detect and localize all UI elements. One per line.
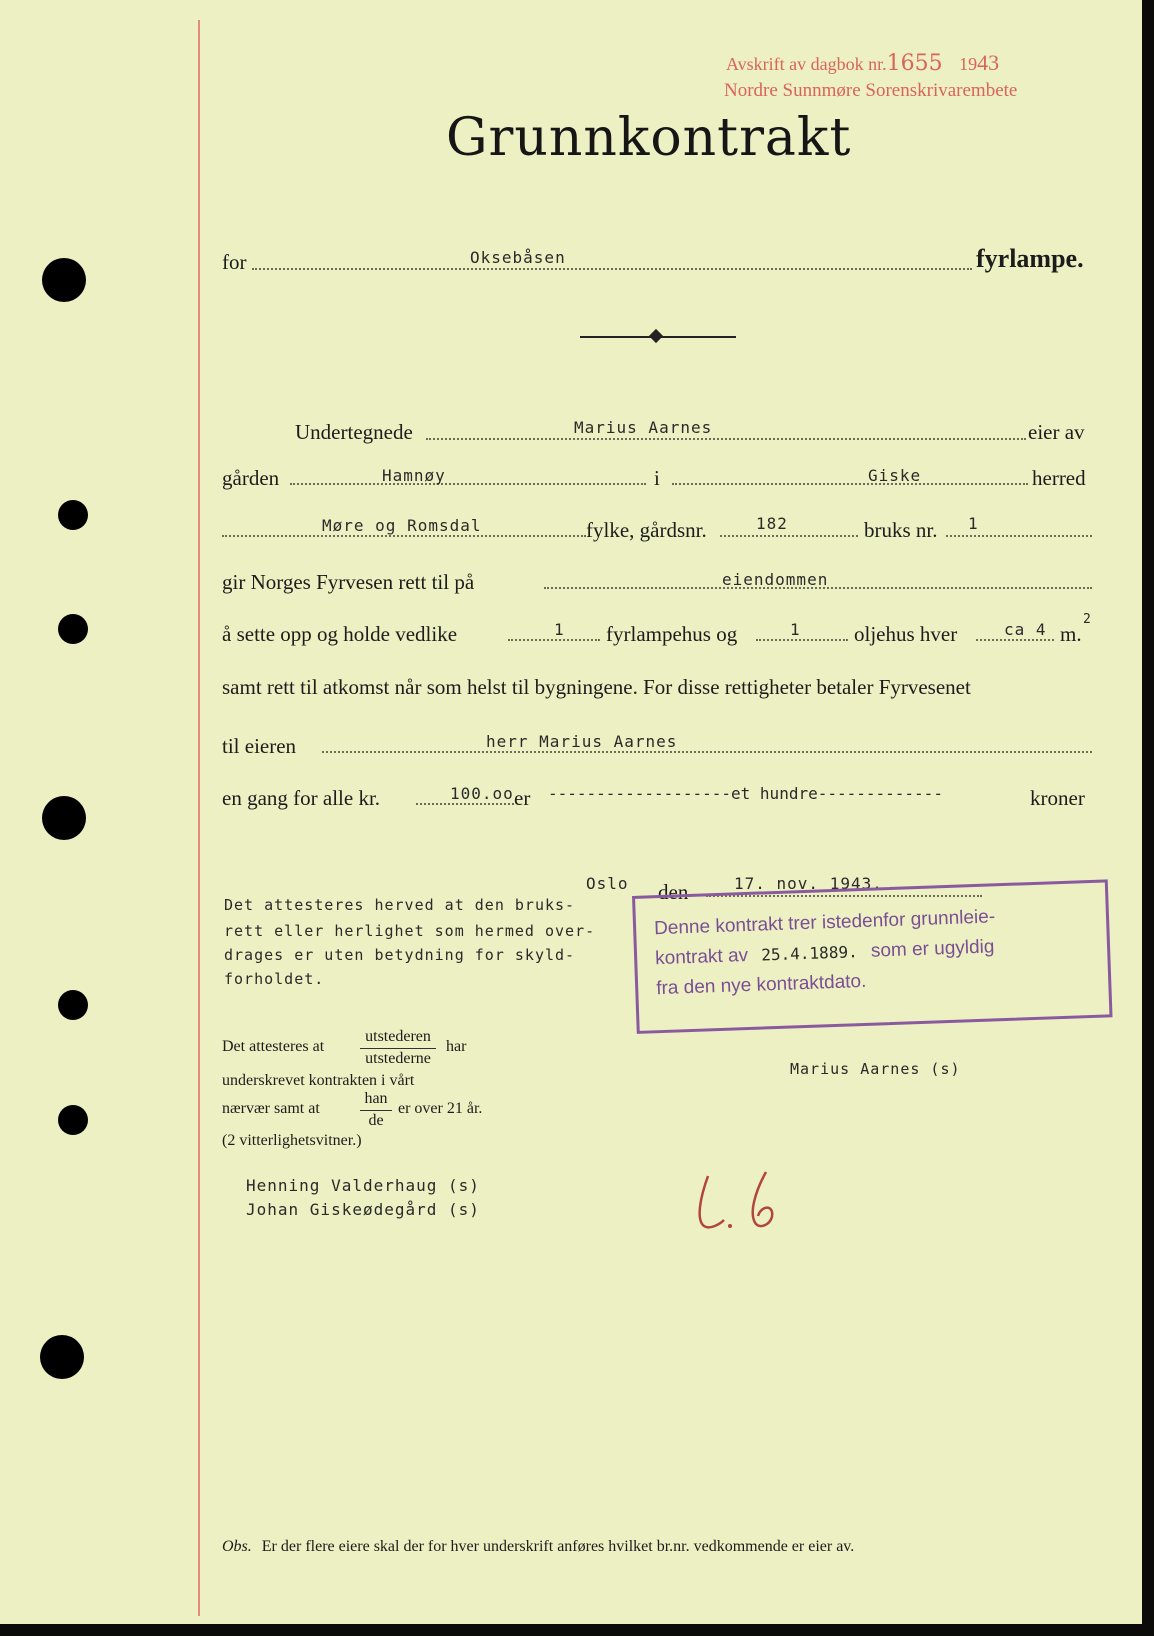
amount-suffix: er (514, 786, 531, 810)
property-value: eiendommen (722, 570, 829, 589)
dotted-line (976, 639, 1054, 641)
fraction-top: utstederen (365, 1028, 431, 1045)
location-value: Oksebåsen (470, 248, 566, 267)
municipality-name: Giske (868, 466, 922, 485)
amount-label: en gang for alle kr. (222, 786, 381, 810)
witness-name: Johan Giskeødegård (s) (246, 1200, 480, 1219)
transcript-prefix: Avskrift av dagbok nr. (726, 54, 887, 74)
owner-name: Marius Aarnes (574, 418, 713, 437)
for-label: for (222, 250, 247, 274)
replacement-stamp (632, 879, 1113, 1034)
amount-value: 100.oo (450, 784, 514, 803)
herred-label: herred (1032, 466, 1086, 490)
fraction-bar (360, 1048, 436, 1049)
fraction-bottom: utstederne (365, 1050, 431, 1067)
dotted-line (290, 483, 646, 485)
attest-line: drages er uten betydning for skyld- (224, 946, 576, 964)
farm-name: Hamnøy (382, 466, 446, 485)
place-value: Oslo (586, 874, 629, 893)
build-label: å sette opp og holde vedlike (222, 622, 458, 646)
gardsnr-value: 182 (756, 514, 788, 533)
witness-attest-line2: underskrevet kontrakten i vårt (222, 1072, 415, 1089)
house-count: 1 (554, 620, 565, 639)
dotted-line (946, 535, 1092, 537)
oil-count: 1 (790, 620, 801, 639)
transcript-header (726, 50, 999, 76)
unit-label: m. (1060, 622, 1082, 646)
punch-hole (58, 614, 88, 644)
margin-line (198, 20, 200, 1616)
punch-hole (42, 796, 86, 840)
attest-line: rett eller herlighet som hermed over- (224, 922, 596, 940)
den-label: den (658, 880, 689, 904)
fraction-bar (360, 1110, 392, 1111)
dotted-line (426, 438, 1026, 440)
dotted-line (222, 535, 586, 537)
stamp-suffix: som er ugyldig (870, 936, 995, 962)
area-value: ca 4 (1004, 620, 1047, 639)
divider-diamond (649, 329, 663, 343)
unit-exponent: 2 (1083, 612, 1092, 627)
stamp-date: 25.4.1889. (761, 942, 858, 965)
punch-hole (58, 1105, 88, 1135)
punch-hole (58, 500, 88, 530)
amount-words: -------------------et hundre------------- (548, 784, 943, 803)
eier-av-label: eier av (1028, 420, 1085, 444)
witness-attest-prefix: Det attesteres at (222, 1038, 325, 1055)
gardsnr-label: fylke, gårdsnr. (586, 518, 707, 542)
kroner-label: kroner (1030, 786, 1085, 810)
dotted-line (252, 268, 972, 270)
dotted-line (508, 639, 600, 641)
date-value: 17. nov. 1943. (734, 874, 883, 893)
dotted-line (672, 483, 1028, 485)
payee-name: herr Marius Aarnes (486, 732, 678, 751)
fyrlampe-label: fyrlampe. (976, 244, 1084, 273)
stamp-line-3: fra den nye kontraktdato. (655, 970, 867, 1000)
fraction-top: han (364, 1090, 388, 1107)
fyrlampehus-label: fyrlampehus og (606, 622, 738, 646)
age-label: er over 21 år. (398, 1100, 483, 1117)
year-prefix: 19 (959, 54, 978, 74)
year-suffix: 43 (977, 50, 1000, 75)
obs-label: Obs. (222, 1538, 252, 1555)
punch-hole (58, 990, 88, 1020)
obs-text: Er der flere eiere skal der for hver underskrift anføres hvilket br.nr. vedkommende er eier av. (261, 1538, 855, 1555)
footer-note (222, 1538, 854, 1556)
access-text: samt rett til atkomst når som helst til bygningene. For disse rettigheter betaler Fyrvesenet (222, 675, 971, 699)
garden-label: gården (222, 466, 280, 490)
attest-line: forholdet. (224, 970, 325, 988)
rights-label: gir Norges Fyrvesen rett til på (222, 570, 475, 594)
fraction-bottom: de (368, 1112, 384, 1129)
diary-number: 1655 (886, 51, 943, 76)
stamp-line-1: Denne kontrakt trer istedenfor grunnleie- (653, 906, 996, 940)
dotted-line (756, 639, 848, 641)
office-name: Nordre Sunnmøre Sorenskrivarembete (724, 80, 1018, 101)
witness-name: Henning Valderhaug (s) (246, 1176, 480, 1195)
stamp-prefix: kontrakt av (654, 944, 749, 970)
attest-line: Det attesteres herved at den bruks- (224, 896, 576, 914)
owner-signature: Marius Aarnes (s) (790, 1060, 961, 1078)
punch-hole (40, 1335, 84, 1379)
bruksnr-label: bruks nr. (864, 518, 938, 542)
dotted-line (720, 535, 858, 537)
til-eieren-label: til eieren (222, 734, 297, 758)
witness-attest-line3: nærvær samt at (222, 1100, 320, 1117)
har-label: har (446, 1038, 467, 1055)
bruksnr-value: 1 (968, 514, 979, 533)
document-title: Grunnkontrakt (446, 108, 852, 168)
punch-hole (42, 258, 86, 302)
stamp-line-2 (655, 936, 995, 970)
witness-attest-line4: (2 vitterlighetsvitner.) (222, 1132, 362, 1149)
undertegnede-label: Undertegnede (295, 420, 413, 444)
handwritten-initials (690, 1168, 800, 1238)
i-label: i (654, 466, 660, 490)
dotted-line (416, 803, 514, 805)
county-name: Møre og Romsdal (322, 516, 482, 535)
dotted-line (322, 751, 1092, 753)
oljehus-label: oljehus hver (854, 622, 958, 646)
